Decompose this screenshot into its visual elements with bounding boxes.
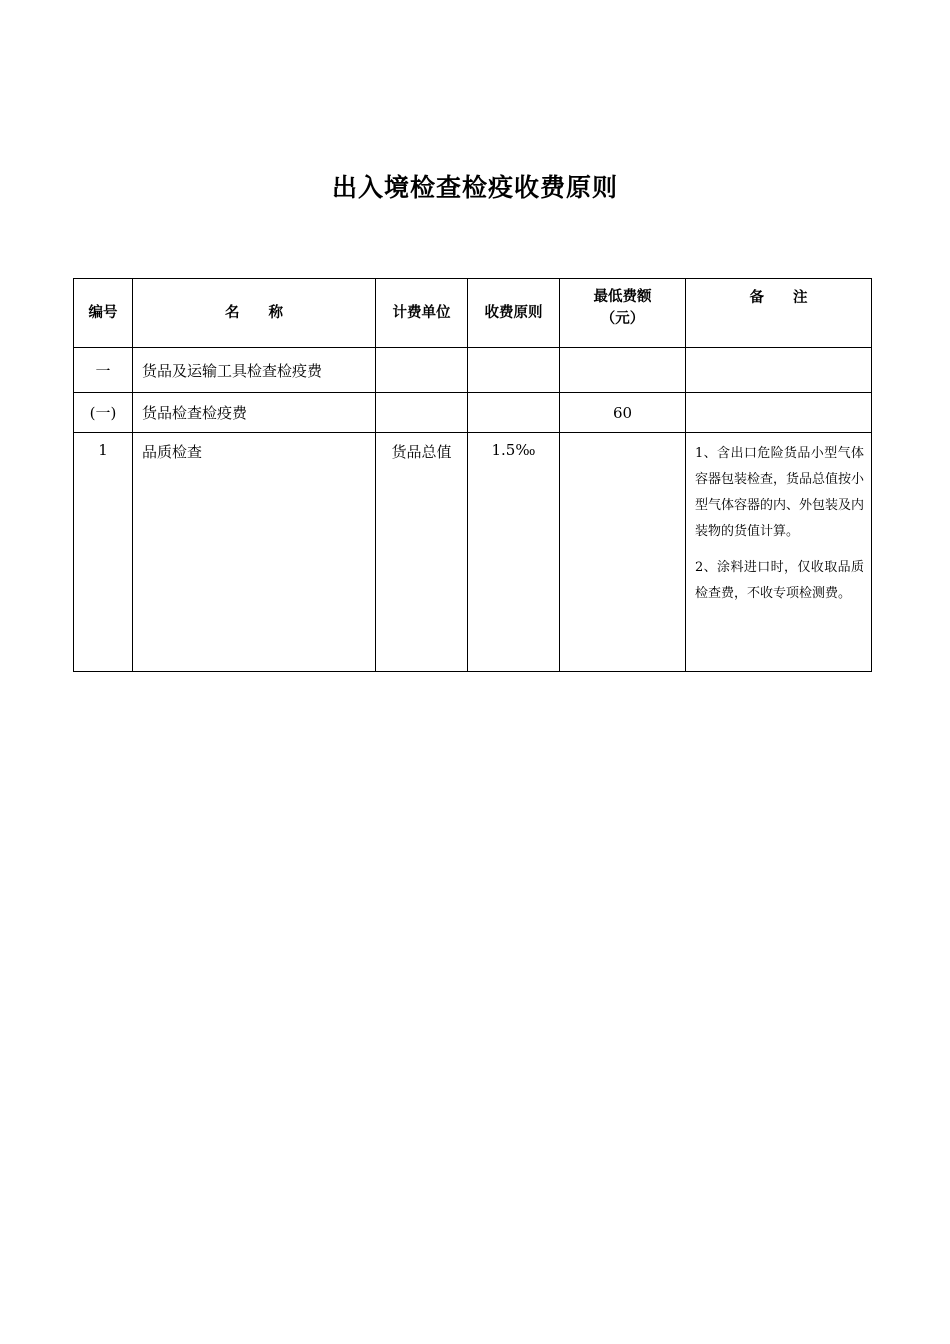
table-row (74, 393, 872, 433)
header-min-fee-line1: 最低费额 (593, 288, 652, 305)
cell-unit (376, 348, 468, 393)
cell-rule (468, 393, 560, 433)
cell-remark (686, 433, 872, 672)
fee-table (73, 278, 872, 672)
cell-remark (686, 393, 872, 433)
table-row (74, 348, 872, 393)
cell-unit: 货品总值 (376, 433, 468, 672)
cell-rule (468, 348, 560, 393)
remark-item-1: 1、含出口危险货品小型气体容器包装检查，货品总值按小型气体容器的内、外包装及内装物的货值计算。 (695, 446, 865, 539)
cell-min-fee (560, 433, 686, 672)
cell-name: 货品及运输工具检查检疫费 (133, 348, 376, 393)
cell-unit (376, 393, 468, 433)
remark-item-2: 2、涂料进口时，仅收取品质检查费，不收专项检测费。 (695, 560, 864, 601)
header-min-fee-line2: （元） (600, 310, 645, 327)
cell-min-fee: 60 (560, 393, 686, 433)
header-code: 编号 (74, 279, 133, 348)
header-remark: 备 注 (686, 279, 872, 348)
cell-code: 一 (74, 348, 133, 393)
cell-rule: 1.5‰ (468, 433, 560, 672)
page-title: 出入境检查检疫收费原则 (331, 173, 618, 202)
cell-name: 品质检查 (133, 433, 376, 672)
cell-code: 1 (74, 433, 133, 672)
cell-code: (一) (74, 393, 133, 433)
table-header-row (74, 279, 872, 348)
cell-remark (686, 348, 872, 393)
cell-name: 货品检查检疫费 (133, 393, 376, 433)
header-min-fee (560, 279, 686, 348)
table-row (74, 433, 872, 672)
header-rule: 收费原则 (468, 279, 560, 348)
header-name: 名 称 (133, 279, 376, 348)
cell-min-fee (560, 348, 686, 393)
header-unit: 计费单位 (376, 279, 468, 348)
